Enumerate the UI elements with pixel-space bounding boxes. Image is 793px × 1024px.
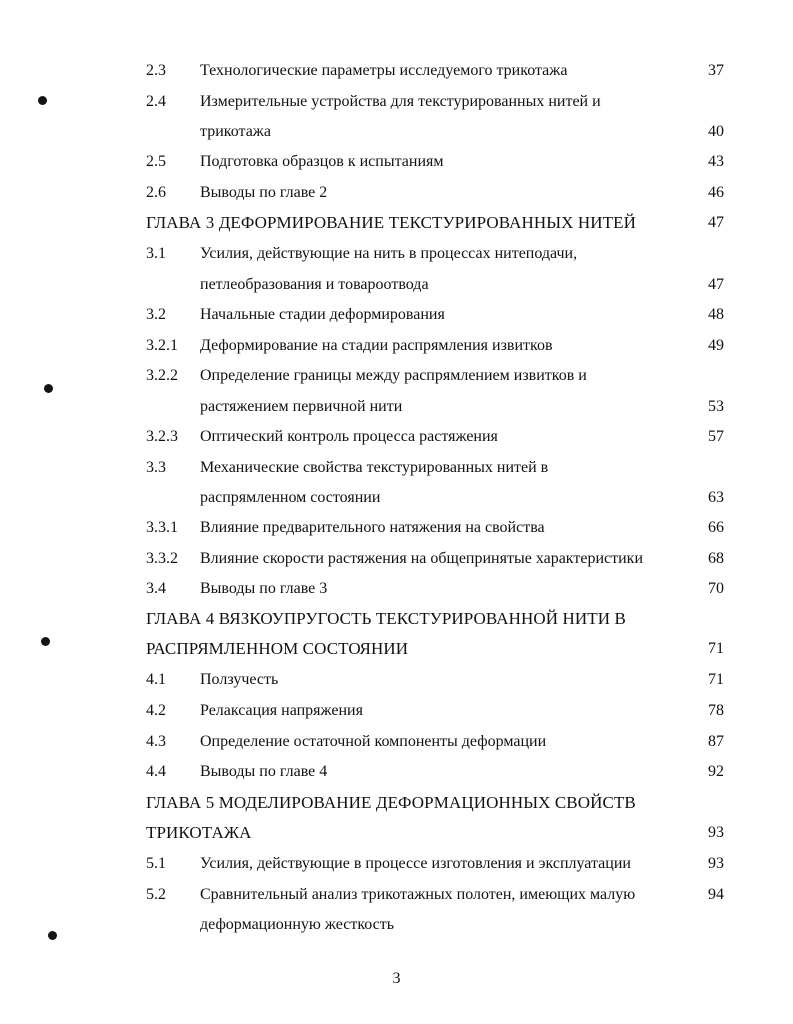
toc-entry-2-6 <box>0 183 793 213</box>
toc-title: ТРИКОТАЖА <box>146 823 252 842</box>
toc-page: 70 <box>708 580 724 597</box>
toc-entry-3-2-1 <box>0 336 793 366</box>
toc-title: Выводы по главе 4 <box>200 763 328 780</box>
toc-number: 5.2 <box>146 886 166 903</box>
toc-number: 4.3 <box>146 733 166 750</box>
toc-title: распрямленном состоянии <box>200 489 381 506</box>
punch-hole-mark <box>41 637 50 646</box>
toc-title: Выводы по главе 2 <box>200 184 328 201</box>
toc-number: 3.1 <box>146 245 166 262</box>
toc-page: 53 <box>708 398 724 415</box>
toc-page: 46 <box>708 184 724 201</box>
punch-hole-mark <box>44 384 53 393</box>
toc-title: Сравнительный анализ трикотажных полотен, имеющих малую <box>200 886 636 903</box>
toc-page: 40 <box>708 123 724 140</box>
toc-title: Механические свойства текстурированных нитей в <box>200 459 549 476</box>
toc-title: Подготовка образцов к испытаниям <box>200 153 444 170</box>
toc-page: 71 <box>708 671 724 688</box>
toc-entry-4-2 <box>0 701 793 731</box>
toc-entry-4-3 <box>0 732 793 762</box>
toc-chapter-4 <box>0 609 793 639</box>
toc-chapter-5-cont <box>0 823 793 853</box>
toc-entry-3-2-2-cont <box>0 397 793 427</box>
toc-entry-5-1 <box>0 854 793 884</box>
toc-page: 43 <box>708 153 724 170</box>
toc-title: РАСПРЯМЛЕННОМ СОСТОЯНИИ <box>146 639 409 658</box>
toc-page: 78 <box>708 702 724 719</box>
page-number: 3 <box>392 970 401 987</box>
toc-number: 3.3 <box>146 459 166 476</box>
toc-entry-3-4 <box>0 579 793 609</box>
toc-number: 4.4 <box>146 763 166 780</box>
toc-title: Определение остаточной компоненты деформации <box>200 733 547 750</box>
toc-page: 63 <box>708 489 724 506</box>
toc-entry-3-1-cont <box>0 275 793 305</box>
toc-entry-2-4-cont <box>0 122 793 152</box>
toc-number: 5.1 <box>146 855 166 872</box>
toc-page: 49 <box>708 337 724 354</box>
toc-number: 4.1 <box>146 671 166 688</box>
toc-page: 66 <box>708 519 724 536</box>
toc-entry-3-1 <box>0 244 793 274</box>
toc-number: 3.2.1 <box>146 337 178 354</box>
toc-title: Усилия, действующие в процессе изготовления и эксплуатации <box>200 855 631 872</box>
toc-title: петлеобразования и товароотвода <box>200 276 429 293</box>
toc-number: 3.3.2 <box>146 550 178 567</box>
toc-title: Измерительные устройства для текстурированных нитей и <box>200 93 601 110</box>
toc-entry-4-1 <box>0 670 793 700</box>
toc-title: Оптический контроль процесса растяжения <box>200 428 498 445</box>
toc-chapter-4-cont <box>0 639 793 669</box>
toc-page: 68 <box>708 550 724 567</box>
toc-page: 93 <box>708 824 724 841</box>
toc-number: 2.5 <box>146 153 166 170</box>
toc-entry-3-2-2 <box>0 366 793 396</box>
toc-title: растяжением первичной нити <box>200 398 403 415</box>
toc-number: 3.2.3 <box>146 428 178 445</box>
toc-page: 37 <box>708 62 724 79</box>
toc-title: Технологические параметры исследуемого трикотажа <box>200 62 568 79</box>
toc-title: Влияние скорости растяжения на общепринятые характеристики <box>200 550 644 567</box>
toc-entry-3-2-3 <box>0 427 793 457</box>
toc-entry-3-3 <box>0 458 793 488</box>
toc-number: 3.3.1 <box>146 519 178 536</box>
toc-number: 3.2.2 <box>146 367 178 384</box>
toc-entry-2-3 <box>0 61 793 91</box>
punch-hole-mark <box>48 931 57 940</box>
toc-title: ГЛАВА 4 ВЯЗКОУПРУГОСТЬ ТЕКСТУРИРОВАННОЙ НИТИ В <box>146 609 626 628</box>
toc-entry-3-2 <box>0 305 793 335</box>
toc-entry-2-4 <box>0 92 793 122</box>
toc-entry-3-3-2 <box>0 549 793 579</box>
toc-page: 48 <box>708 306 724 323</box>
toc-entry-5-2 <box>0 885 793 915</box>
toc-number: 2.4 <box>146 93 166 110</box>
toc-page: 87 <box>708 733 724 750</box>
punch-hole-mark <box>38 96 47 105</box>
toc-title: Деформирование на стадии распрямления извитков <box>200 337 553 354</box>
toc-number: 2.6 <box>146 184 166 201</box>
toc-title: Усилия, действующие на нить в процессах нитеподачи, <box>200 245 578 262</box>
toc-title: трикотажа <box>200 123 271 140</box>
toc-title: Начальные стадии деформирования <box>200 306 445 323</box>
toc-title: Выводы по главе 3 <box>200 580 328 597</box>
toc-entry-3-3-cont <box>0 488 793 518</box>
toc-chapter-3 <box>0 213 793 243</box>
toc-entry-4-4 <box>0 762 793 792</box>
toc-chapter-5 <box>0 793 793 823</box>
toc-entry-2-5 <box>0 152 793 182</box>
toc-title: Релаксация напряжения <box>200 702 363 719</box>
toc-title: Определение границы между распрямлением извитков и <box>200 367 587 384</box>
toc-title: Ползучесть <box>200 671 279 688</box>
toc-page: 57 <box>708 428 724 445</box>
toc-title: Влияние предварительного натяжения на свойства <box>200 519 545 536</box>
toc-number: 3.2 <box>146 306 166 323</box>
toc-title: деформационную жесткость <box>200 916 395 933</box>
toc-number: 4.2 <box>146 702 166 719</box>
toc-page: 47 <box>708 276 724 293</box>
toc-entry-3-3-1 <box>0 518 793 548</box>
toc-page: 47 <box>708 214 724 231</box>
toc-number: 2.3 <box>146 62 166 79</box>
toc-entry-5-2-cont <box>0 915 793 945</box>
toc-page: 93 <box>708 855 724 872</box>
toc-page: 92 <box>708 763 724 780</box>
toc-title: ГЛАВА 3 ДЕФОРМИРОВАНИЕ ТЕКСТУРИРОВАННЫХ НИТЕЙ <box>146 213 636 232</box>
toc-number: 3.4 <box>146 580 166 597</box>
toc-page: 94 <box>708 886 724 903</box>
toc-page: 71 <box>708 640 724 657</box>
toc-title: ГЛАВА 5 МОДЕЛИРОВАНИЕ ДЕФОРМАЦИОННЫХ СВОЙСТВ <box>146 793 636 812</box>
